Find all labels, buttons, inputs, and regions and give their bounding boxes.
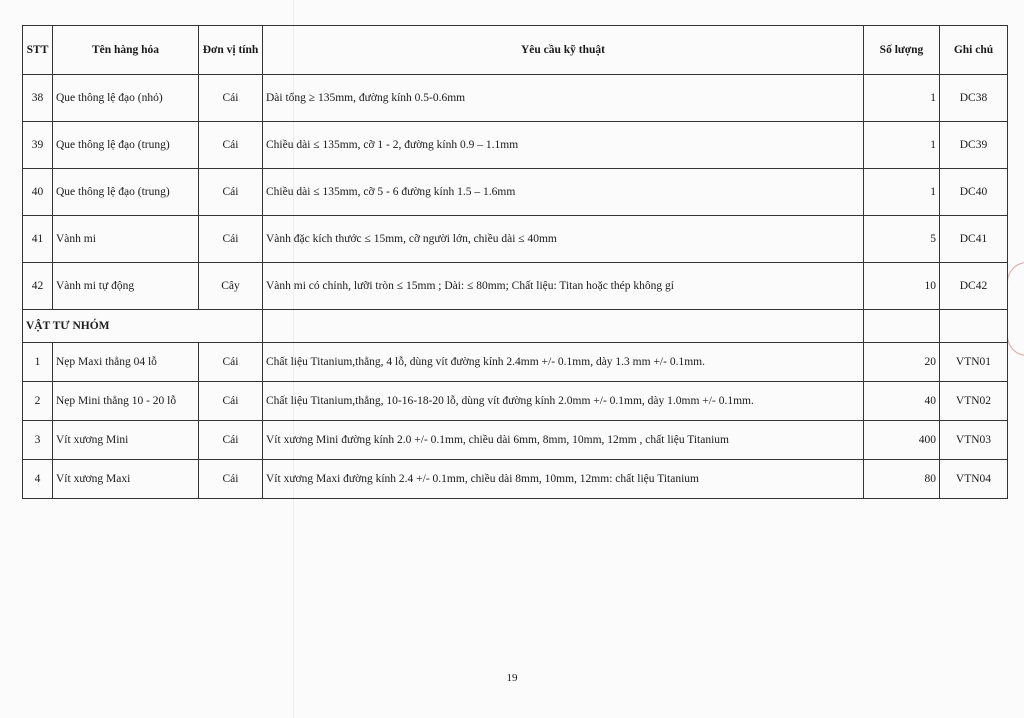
row-spec: Chiều dài ≤ 135mm, cỡ 1 - 2, đường kính 0.9 – 1.1mm: [263, 122, 864, 169]
row-qty: 400: [864, 421, 940, 460]
row-spec: Chiều dài ≤ 135mm, cỡ 5 - 6 đường kính 1.5 – 1.6mm: [263, 169, 864, 216]
row-qty: 5: [864, 216, 940, 263]
row-stt: 3: [23, 421, 53, 460]
row-name: Vít xương Mini: [53, 421, 199, 460]
row-unit: Cái: [199, 216, 263, 263]
row-spec: Chất liệu Titanium,thẳng, 4 lỗ, dùng vít đường kính 2.4mm +/- 0.1mm, dày 1.3 mm +/- 0.1mm.: [263, 343, 864, 382]
row-spec: Chất liệu Titanium,thẳng, 10-16-18-20 lỗ, dùng vít đường kính 2.0mm +/- 0.1mm, dày 1.0mm +/- 0.1mm.: [263, 382, 864, 421]
row-stt: 38: [23, 75, 53, 122]
row-name: Que thông lệ đạo (trung): [53, 122, 199, 169]
row-qty: 1: [864, 75, 940, 122]
row-stt: 4: [23, 460, 53, 499]
table-row: [23, 460, 1008, 499]
goods-spec-table: [22, 25, 1008, 499]
red-stamp-fragment: [1007, 262, 1024, 356]
header-stt: STT: [23, 26, 53, 75]
row-qty: 1: [864, 169, 940, 216]
row-unit: Cây: [199, 263, 263, 310]
row-stt: 1: [23, 343, 53, 382]
row-unit: Cái: [199, 75, 263, 122]
table-row: [23, 343, 1008, 382]
row-name: Vít xương Maxi: [53, 460, 199, 499]
row-spec: Dài tổng ≥ 135mm, đường kính 0.5-0.6mm: [263, 75, 864, 122]
row-unit: Cái: [199, 382, 263, 421]
row-spec: Vít xương Maxi đường kính 2.4 +/- 0.1mm, chiều dài 8mm, 10mm, 12mm: chất liệu Titanium: [263, 460, 864, 499]
header-name: Tên hàng hóa: [53, 26, 199, 75]
row-qty: 80: [864, 460, 940, 499]
group-empty-cell: [940, 310, 1008, 343]
row-unit: Cái: [199, 343, 263, 382]
row-note: DC39: [940, 122, 1008, 169]
header-unit: Đơn vị tính: [199, 26, 263, 75]
row-spec: Vành đặc kích thước ≤ 15mm, cỡ người lớn, chiều dài ≤ 40mm: [263, 216, 864, 263]
table-row: [23, 169, 1008, 216]
row-name: Que thông lệ đạo (nhỏ): [53, 75, 199, 122]
group-header-row: [23, 310, 1008, 343]
row-name: Nẹp Mini thẳng 10 - 20 lỗ: [53, 382, 199, 421]
page-number: 19: [506, 672, 518, 684]
row-name: Que thông lệ đạo (trung): [53, 169, 199, 216]
row-unit: Cái: [199, 421, 263, 460]
group-label: VẬT TƯ NHÓM: [23, 310, 263, 343]
row-note: VTN03: [940, 421, 1008, 460]
table-row: [23, 75, 1008, 122]
row-spec: Vít xương Mini đường kính 2.0 +/- 0.1mm, chiều dài 6mm, 8mm, 10mm, 12mm , chất liệu Titanium: [263, 421, 864, 460]
table-row: [23, 263, 1008, 310]
row-qty: 10: [864, 263, 940, 310]
table-row: [23, 421, 1008, 460]
header-qty: Số lượng: [864, 26, 940, 75]
table-header-row: [23, 26, 1008, 75]
row-note: VTN02: [940, 382, 1008, 421]
row-note: DC41: [940, 216, 1008, 263]
row-note: DC40: [940, 169, 1008, 216]
row-spec: Vành mi có chỉnh, lưỡi tròn ≤ 15mm ; Dài: ≤ 80mm; Chất liệu: Titan hoặc thép không gỉ: [263, 263, 864, 310]
group-empty-cell: [864, 310, 940, 343]
row-name: Vành mi: [53, 216, 199, 263]
row-stt: 41: [23, 216, 53, 263]
row-unit: Cái: [199, 169, 263, 216]
row-unit: Cái: [199, 122, 263, 169]
row-qty: 40: [864, 382, 940, 421]
row-name: Nẹp Maxi thẳng 04 lỗ: [53, 343, 199, 382]
row-stt: 39: [23, 122, 53, 169]
row-note: VTN04: [940, 460, 1008, 499]
row-note: VTN01: [940, 343, 1008, 382]
row-qty: 1: [864, 122, 940, 169]
table-row: [23, 122, 1008, 169]
table-row: [23, 382, 1008, 421]
row-qty: 20: [864, 343, 940, 382]
row-stt: 42: [23, 263, 53, 310]
header-spec: Yêu cầu kỹ thuật: [263, 26, 864, 75]
table-row: [23, 216, 1008, 263]
header-note: Ghi chú: [940, 26, 1008, 75]
row-unit: Cái: [199, 460, 263, 499]
row-stt: 40: [23, 169, 53, 216]
row-note: DC42: [940, 263, 1008, 310]
row-note: DC38: [940, 75, 1008, 122]
row-stt: 2: [23, 382, 53, 421]
group-empty-cell: [263, 310, 864, 343]
row-name: Vành mi tự động: [53, 263, 199, 310]
